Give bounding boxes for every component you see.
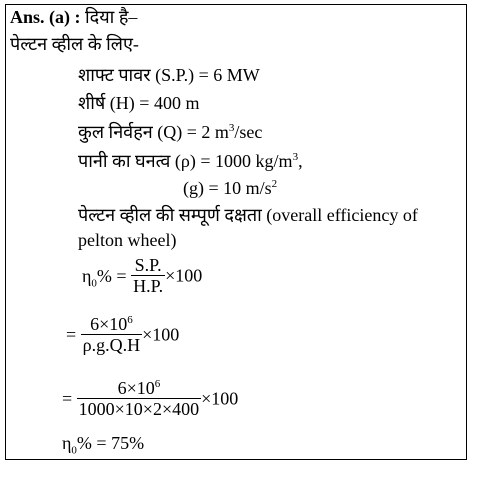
result-value: % = 75% xyxy=(76,433,145,453)
eq1-fraction xyxy=(131,255,165,296)
answer-heading xyxy=(10,6,137,28)
eq3-num-sup: 6 xyxy=(154,378,161,390)
eq2-denominator: ρ.g.Q.H xyxy=(82,335,141,355)
discharge-post: /sec xyxy=(234,122,263,142)
eq3-equals: = xyxy=(62,388,73,409)
pelton-intro: पेल्टन व्हील के लिए- xyxy=(10,34,139,54)
efficiency-line-1: पेल्टन व्हील की सम्पूर्ण दक्षता (overall efficiency of xyxy=(78,205,418,225)
efficiency-line-2: pelton wheel) xyxy=(78,230,177,250)
eq1-lhs-rest: % = xyxy=(96,265,127,286)
equation-2 xyxy=(66,314,179,355)
eq3-tail: ×100 xyxy=(201,388,239,409)
equation-1 xyxy=(82,255,202,296)
density-sup: 3 xyxy=(292,151,299,163)
eq2-equals: = xyxy=(66,324,77,345)
gravity-line xyxy=(183,177,277,199)
eta-subscript: 0 xyxy=(91,277,97,290)
eq1-tail: ×100 xyxy=(165,265,203,286)
equation-3 xyxy=(62,378,238,419)
shaft-power-line: शाफ्ट पावर (S.P.) = 6 MW xyxy=(78,65,260,85)
eq2-fraction xyxy=(81,314,142,355)
eq3-fraction xyxy=(77,378,201,419)
eq2-num-sup: 6 xyxy=(127,314,133,326)
eta-symbol: η xyxy=(82,265,92,286)
eq1-denominator: H.P. xyxy=(133,276,164,296)
eq1-numerator: S.P. xyxy=(131,255,165,276)
head-line: शीर्ष (H) = 400 m xyxy=(78,93,200,113)
eq3-numerator xyxy=(77,378,201,399)
answer-intro: दिया है– xyxy=(85,7,138,27)
discharge-line xyxy=(78,121,262,143)
discharge-sup: 3 xyxy=(228,122,235,134)
result-eta-subscript: 0 xyxy=(71,444,77,457)
density-post: , xyxy=(298,151,303,171)
eq3-denominator: 1000×10×2×400 xyxy=(78,399,200,419)
density-line xyxy=(78,150,303,172)
gravity-pre: (g) = 10 m/s xyxy=(183,178,272,198)
gravity-sup: 2 xyxy=(271,178,278,190)
answer-label: Ans. (a) : xyxy=(10,7,81,27)
eq3-num-text: 6×10 xyxy=(117,378,155,398)
eq2-tail: ×100 xyxy=(142,324,180,345)
result-eta: η xyxy=(62,433,72,453)
eq2-numerator xyxy=(81,314,142,335)
eq1-lhs xyxy=(82,265,127,290)
discharge-pre: कुल निर्वहन (Q) = 2 m xyxy=(78,122,229,142)
eq2-num-text: 6×10 xyxy=(90,314,128,334)
density-pre: पानी का घनत्व (ρ) = 1000 kg/m xyxy=(78,151,293,171)
result-line xyxy=(62,432,145,457)
